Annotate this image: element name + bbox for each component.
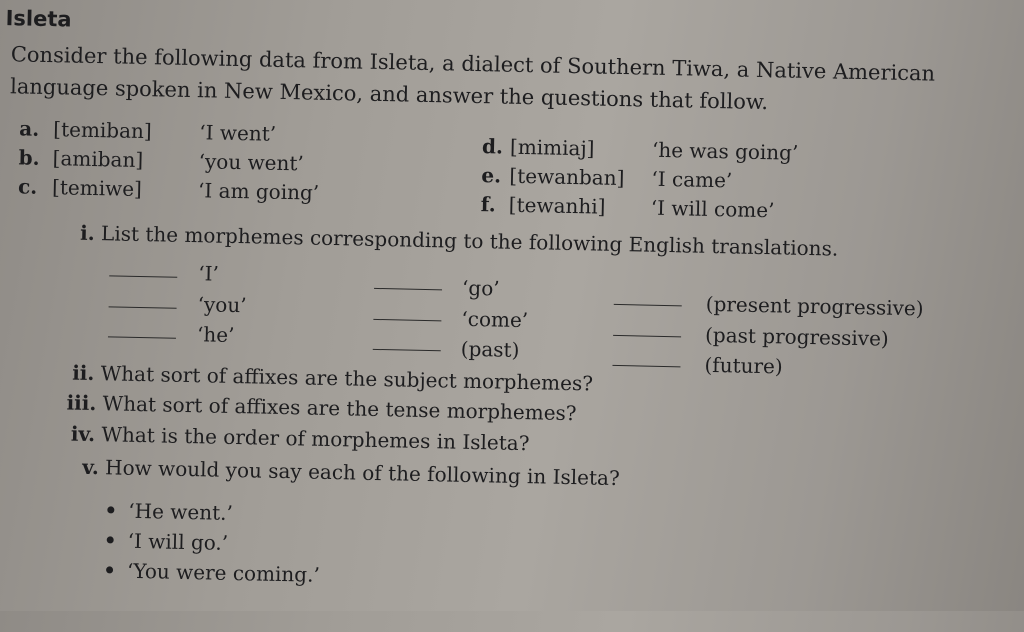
example-a bbox=[19, 116, 277, 146]
question-iv bbox=[71, 422, 530, 456]
section-title: Isleta bbox=[5, 6, 72, 32]
question-text: List the morphemes corresponding to the following English translations. bbox=[100, 221, 839, 261]
example-label: c. bbox=[17, 174, 38, 199]
bullet-dot-icon bbox=[106, 566, 113, 573]
question-number: iv. bbox=[70, 421, 96, 447]
bullet-text: ‘You were coming.’ bbox=[126, 558, 321, 587]
question-text: What sort of affixes are the subject morphemes? bbox=[100, 361, 594, 396]
blank-label: ‘you’ bbox=[197, 292, 247, 318]
answer-blank[interactable] bbox=[109, 306, 177, 308]
bullet-dot-icon bbox=[107, 536, 114, 543]
example-gloss: ‘he was going’ bbox=[651, 137, 799, 165]
question-v bbox=[82, 455, 620, 490]
blank-label: (past) bbox=[460, 336, 520, 362]
example-gloss: ‘I came’ bbox=[651, 166, 733, 193]
bullet-item bbox=[107, 498, 233, 525]
bullet-item bbox=[106, 528, 228, 555]
example-form: [temiwe] bbox=[51, 175, 143, 202]
example-gloss: ‘I am going’ bbox=[197, 178, 320, 205]
intro-paragraph: Consider the following data from Isleta, a dialect of Southern Tiwa, a Native American language spoken in New Mexico, and answer the questions that follow. bbox=[9, 42, 936, 115]
blank-label: ‘come’ bbox=[461, 306, 529, 333]
answer-blank[interactable] bbox=[373, 319, 441, 321]
bullet-text: ‘I will go.’ bbox=[127, 528, 229, 555]
example-f bbox=[480, 192, 775, 223]
question-text: How would you say each of the following in Isleta? bbox=[104, 455, 620, 491]
blank-label: ‘I’ bbox=[198, 261, 220, 286]
example-d bbox=[481, 134, 799, 165]
answer-blank[interactable] bbox=[108, 336, 176, 338]
answer-blank[interactable] bbox=[374, 288, 442, 290]
answer-blank[interactable] bbox=[612, 365, 680, 367]
answer-blank[interactable] bbox=[373, 349, 441, 351]
blank-label: (past progressive) bbox=[704, 322, 890, 351]
example-form: [tewanban] bbox=[509, 163, 625, 191]
question-iii bbox=[66, 390, 576, 425]
question-ii bbox=[72, 361, 593, 396]
question-i bbox=[80, 221, 839, 261]
example-gloss: ‘you went’ bbox=[198, 149, 305, 176]
question-number: i. bbox=[79, 220, 95, 246]
example-form: [temiban] bbox=[53, 117, 152, 144]
question-text: What sort of affixes are the tense morphemes? bbox=[102, 391, 577, 426]
example-label: f. bbox=[480, 192, 496, 217]
answer-blank[interactable] bbox=[109, 275, 177, 277]
question-number: iii. bbox=[66, 390, 97, 416]
example-form: [tewanhi] bbox=[508, 192, 606, 219]
blank-label: (present progressive) bbox=[705, 291, 924, 321]
example-gloss: ‘I went’ bbox=[199, 120, 277, 146]
example-b bbox=[18, 145, 305, 176]
bullet-item bbox=[106, 558, 320, 586]
example-form: [mimiaj] bbox=[509, 134, 595, 161]
question-number: v. bbox=[81, 454, 100, 480]
example-label: a. bbox=[19, 116, 40, 141]
answer-blank[interactable] bbox=[614, 304, 682, 306]
blank-label: (future) bbox=[704, 352, 783, 379]
bullet-dot-icon bbox=[107, 506, 114, 513]
question-number: ii. bbox=[71, 360, 95, 386]
example-label: d. bbox=[481, 134, 504, 159]
question-text: What is the order of morphemes in Isleta? bbox=[101, 422, 530, 456]
blank-label: ‘go’ bbox=[461, 275, 500, 301]
example-e bbox=[481, 163, 733, 193]
blank-label: ‘he’ bbox=[196, 322, 235, 347]
example-label: b. bbox=[18, 145, 40, 170]
example-form: [amiban] bbox=[52, 146, 144, 173]
example-gloss: ‘I will come’ bbox=[650, 195, 775, 223]
example-c bbox=[17, 174, 320, 205]
example-label: e. bbox=[481, 163, 502, 188]
bullet-text: ‘He went.’ bbox=[128, 498, 234, 525]
answer-blank[interactable] bbox=[613, 335, 681, 337]
